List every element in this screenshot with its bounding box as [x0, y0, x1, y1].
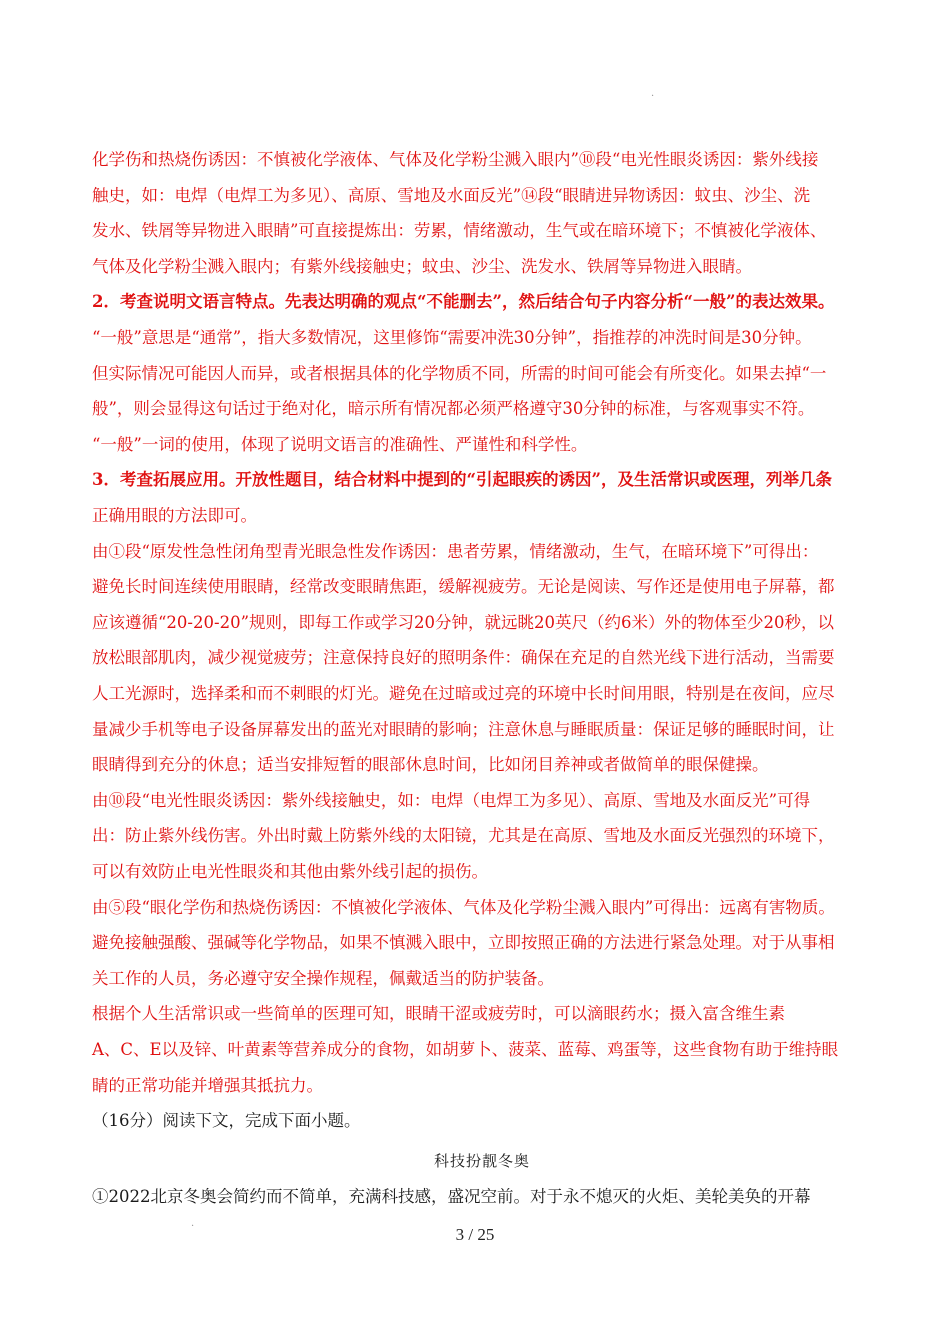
text-line: 正确用眼的方法即可。: [92, 506, 257, 525]
text-line: 气体及化学粉尘溅入眼内；有紫外线接触史；蚊虫、沙尘、洗发水、铁屑等异物进入眼睛。: [92, 256, 752, 276]
text-line: 关工作的人员，务必遵守安全操作规程，佩戴适当的防护装备。: [92, 968, 554, 988]
article-paragraph-1: ①2022北京冬奥会简约而不简单，充满科技感，盛况空前。对于永不熄灭的火炬、美轮美奂的开幕: [92, 1186, 811, 1206]
text-line: 量减少手机等电子设备屏幕发出的蓝光对眼睛的影响；注意休息与睡眠质量：保证足够的睡眠时间，让: [92, 719, 835, 739]
text-line: “一般”意思是“通常”，指大多数情况，这里修饰“需要冲洗30分钟”，指推荐的冲洗时间是30分钟。: [92, 328, 812, 347]
text-line: 触史，如：电焊（电焊工为多见）、高原、雪地及水面反光”⑭段“眼睛进异物诱因：蚊虫、沙尘、洗: [92, 185, 811, 205]
text-line: 由①段“原发性急性闭角型青光眼急性发作诱因：患者劳累，情绪激动，生气，在暗环境下”可得出：: [92, 541, 819, 561]
text-line: 发水、铁屑等异物进入眼睛”可直接提炼出：劳累，情绪激动，生气或在暗环境下；不慎被化学液体、: [92, 221, 827, 241]
text-line: “一般”一词的使用，体现了说明文语言的准确性、严谨性和科学性。: [92, 434, 588, 454]
text-line: 般”，则会显得这句话过于绝对化，暗示所有情况都必须严格遵守30分钟的标准，与客观事实不符。: [92, 399, 815, 419]
text-line: 人工光源时，选择柔和而不刺眼的灯光。避免在过暗或过亮的环境中长时间用眼，特别是在夜间，应尽: [92, 684, 835, 703]
text-line: 放松眼部肌肉，减少视觉疲劳；注意保持良好的照明条件：确保在充足的自然光线下进行活动，当需要: [92, 648, 835, 668]
text-line: 但实际情况可能因人而异，或者根据具体的化学物质不同，所需的时间可能会有所变化。如果去掉“一: [92, 363, 827, 383]
page-number: 3 / 25: [455, 1225, 495, 1244]
text-line: 可以有效防止电光性眼炎和其他由紫外线引起的损伤。: [92, 862, 488, 881]
text-line: （16分）阅读下文，完成下面小题。: [92, 1111, 361, 1131]
text-line: 化学伤和热烧伤诱因：不慎被化学液体、气体及化学粉尘溅入眼内”⑩段“电光性眼炎诱因：紫外线接: [92, 150, 819, 169]
text-line: 由⑩段“电光性眼炎诱因：紫外线接触史，如：电焊（电焊工为多见）、高原、雪地及水面反光”可得: [92, 790, 811, 810]
scan-dot-top: ·: [651, 91, 655, 102]
text-line: 出：防止紫外线伤害。外出时戴上防紫外线的太阳镜，尤其是在高原、雪地及水面反光强烈的环境下，: [92, 826, 835, 846]
article-title: 科技扮靓冬奥: [433, 1151, 530, 1170]
text-line: 避免长时间连续使用眼睛，经常改变眼睛焦距，缓解视疲劳。无论是阅读、写作还是使用电子屏幕，都: [92, 577, 835, 597]
text-line: 避免接触强酸、强碱等化学物品，如果不慎溅入眼中，立即按照正确的方法进行紧急处理。对于从事相: [92, 933, 835, 953]
scan-dot-bottom: ·: [191, 1221, 195, 1232]
text-line: 3．考查拓展应用。开放性题目，结合材料中提到的“引起眼疾的诱因”，及生活常识或医理，列举几条: [92, 470, 832, 490]
text-line: 眼睛得到充分的休息；适当安排短暂的眼部休息时间，比如闭目养神或者做简单的眼保健操。: [92, 755, 769, 775]
text-line: 睛的正常功能并增强其抵抗力。: [92, 1075, 323, 1095]
text-line: 2．考查说明文语言特点。先表达明确的观点“不能删去”，然后结合句子内容分析“一般”的表达效果。: [92, 292, 835, 312]
text-line: A、C、E以及锌、叶黄素等营养成分的食物，如胡萝卜、菠菜、蓝莓、鸡蛋等，这些食物有助于维持眼: [92, 1040, 839, 1059]
text-line: 由⑤段“眼化学伤和热烧伤诱因：不慎被化学液体、气体及化学粉尘溅入眼内”可得出：远离有害物质。: [92, 897, 835, 917]
text-line: 根据个人生活常识或一些简单的医理可知，眼睛干涩或疲劳时，可以滴眼药水；摄入富含维生素: [92, 1004, 785, 1024]
text-line: 应该遵循“20-20-20”规则，即每工作或学习20分钟，就远眺20英尺（约6米）外的物体至少20秒，以: [92, 612, 834, 632]
